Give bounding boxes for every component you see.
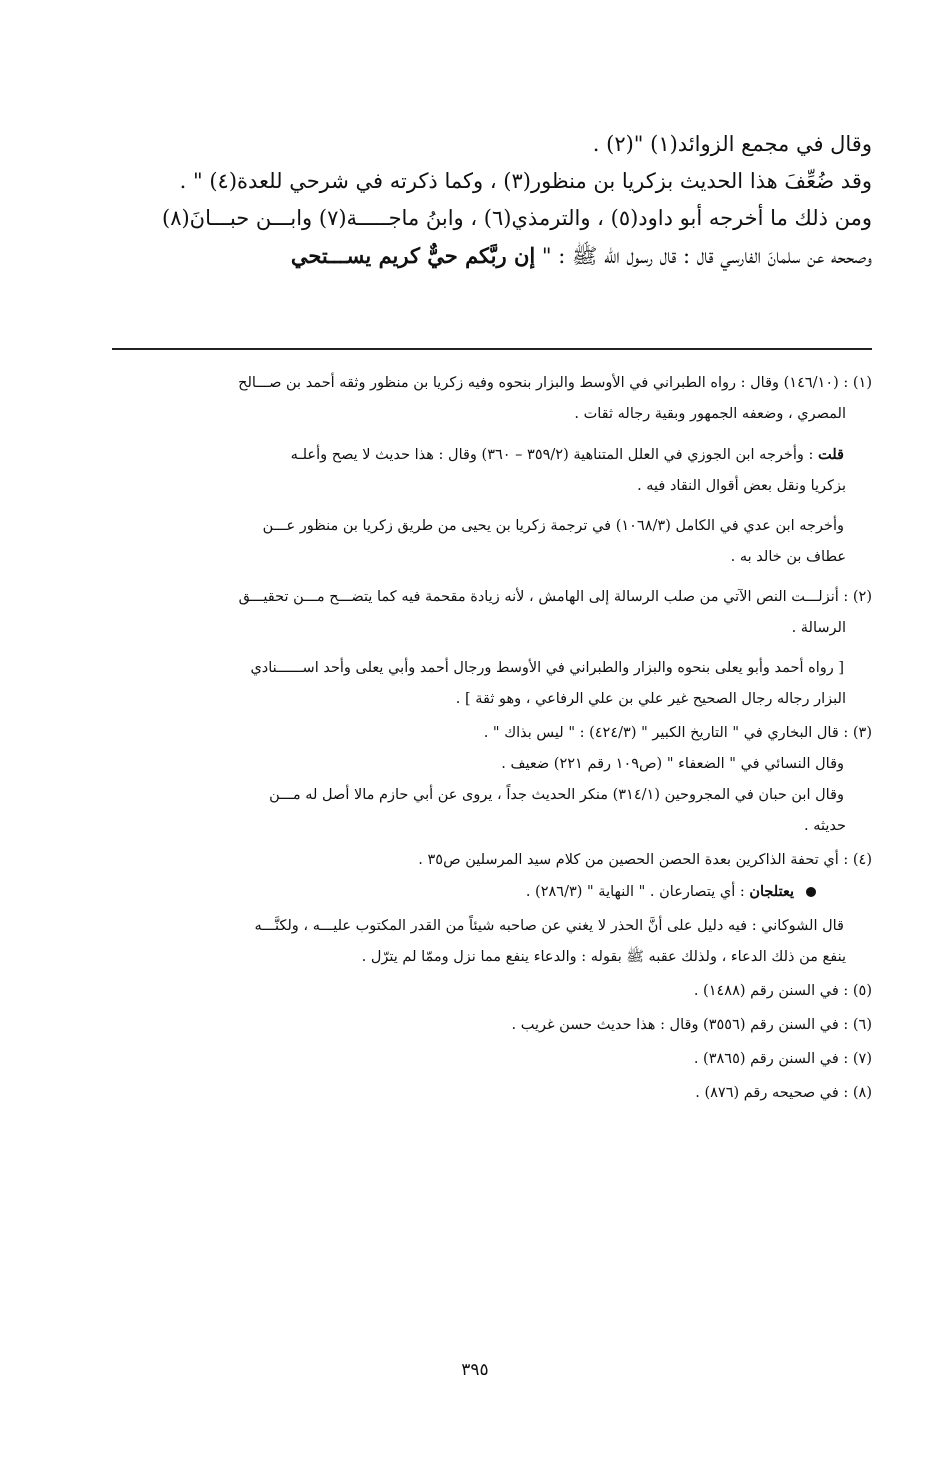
footnote-1 xyxy=(97,368,872,430)
footnote-line xyxy=(97,876,872,908)
footnote-2 xyxy=(97,582,872,644)
footnote-line: المصري ، وضعفه الجمهور وبقية رجاله ثقات . xyxy=(574,406,846,422)
footnote-line: (٥) : في السنن رقم (١٤٨٨) . xyxy=(693,983,872,999)
footnote-6 xyxy=(97,1010,872,1041)
footnote-line: الرسالة . xyxy=(791,620,846,636)
footnote-line: (٧) : في السنن رقم (٣٨٦٥) . xyxy=(693,1051,872,1067)
hadith-quote-start: إن ربَّكم حيٌّ كريم يســـتحي xyxy=(290,243,536,268)
footnote-4 xyxy=(97,845,872,908)
footnote-line xyxy=(97,439,872,471)
footnote-1-note xyxy=(97,439,872,502)
note-text: : وأخرجه ابن الجوزي في العلل المتناهية (٣٥٩/٢ – ٣٦٠) وقال : هذا حديث لا يصح وأعلـه xyxy=(290,447,819,463)
footnote-5 xyxy=(97,976,872,1007)
footnote-line: (٨) : في صحيحه رقم (٨٧٦) . xyxy=(695,1085,872,1101)
footnote-4-shawkani xyxy=(97,911,872,973)
footnote-line: وقال ابن حبان في المجروحين (٣١٤/١) منكر الحديث جداً ، يروى عن أبي حازم مالا أصل له مـــن xyxy=(269,787,844,803)
footnote-line: (٣) : قال البخاري في " التاريخ الكبير " (٤٢٤/٣) : " ليس بذاك " . xyxy=(483,725,872,741)
footnote-line: بزكريا ونقل بعض أقوال النقاد فيه . xyxy=(637,478,846,494)
page-number: ٣٩٥ xyxy=(461,1360,489,1380)
footnote-7 xyxy=(97,1044,872,1075)
footnote-3 xyxy=(97,718,872,842)
footnote-line: البزار رجاله رجال الصحيح غير علي بن علي الرفاعي ، وهو ثقة ] . xyxy=(455,691,846,707)
footnote-line: [ رواه أحمد وأبو يعلى بنحوه والبزار والطبراني في الأوسط ورجال أحمد وأبي يعلى وأحد اســــــنادي xyxy=(250,660,844,676)
footnote-line: (٦) : في السنن رقم (٣٥٥٦) وقال : هذا حديث حسن غريب . xyxy=(511,1017,872,1033)
main-line-4 xyxy=(92,237,872,275)
note-label: قلت xyxy=(818,446,844,463)
main-line-4-text: وصححه عن سلمانَ الفارسي قال : قال رسول الله ﷺ : " xyxy=(541,244,872,268)
footnote-line: حديثه . xyxy=(804,818,846,834)
footnote-line: (٤) : أي تحفة الذاكرين بعدة الحصن الحصين من كلام سيد المرسلين ص٣٥ . xyxy=(418,852,872,868)
footnote-2-quote xyxy=(97,653,872,715)
main-text xyxy=(92,126,872,275)
footnote-line: ينفع من ذلك الدعاء ، ولذلك عقبه ﷺ بقوله : والدعاء ينفع مما نزل وممّا لم يترّل . xyxy=(361,949,846,965)
footnotes-section xyxy=(97,368,872,1112)
footnote-1-ibn-adi xyxy=(97,511,872,573)
bullet-icon xyxy=(806,887,816,897)
footnote-line: قال الشوكاني : فيه دليل على أنَّ الحذر لا يغني عن صاحبه شيئاً من القدر المكتوب عليـــه ، ولكنَّـــه xyxy=(254,918,844,934)
main-line-3: ومن ذلك ما أخرجه أبو داود(٥) ، والترمذي(٦) ، وابنُ ماجـــــة(٧) وابـــن حبـــانَ(٨) xyxy=(161,206,872,230)
footnote-line: وقال النسائي في " الضعفاء " (ص١٠٩ رقم ٢٢١) ضعيف . xyxy=(501,756,844,772)
footnote-8 xyxy=(97,1078,872,1109)
footnote-line: (١) : (١٤٦/١٠) وقال : رواه الطبراني في الأوسط والبزار بنحوه وفيه زكريا بن منظور وثقه أحمد بن صـــالح xyxy=(238,375,872,391)
footnote-line: عطاف بن خالد به . xyxy=(730,549,846,565)
footnote-divider xyxy=(112,348,872,350)
main-line-2: وقد ضُعِّفَ هذا الحديث بزكريا بن منظور(٣) ، وكما ذكرته في شرحي للعدة(٤) " . xyxy=(179,169,872,193)
footnote-line: (٢) : أنزلـــت النص الآتي من صلب الرسالة إلى الهامش ، لأنه زيادة مقحمة فيه كما يتضـــح مـــن تحقيـــق xyxy=(238,589,872,605)
footnote-line: وأخرجه ابن عدي في الكامل (١٠٦٨/٣) في ترجمة زكريا بن يحيى من طريق زكريا بن منظور عـــن xyxy=(262,518,844,534)
bullet-label: يعتلجان xyxy=(749,883,794,900)
bullet-text: : أي يتصارعان . " النهاية " (٢٨٦/٣) . xyxy=(525,884,750,900)
main-line-1: وقال في مجمع الزوائد(١) "(٢) . xyxy=(592,132,872,156)
